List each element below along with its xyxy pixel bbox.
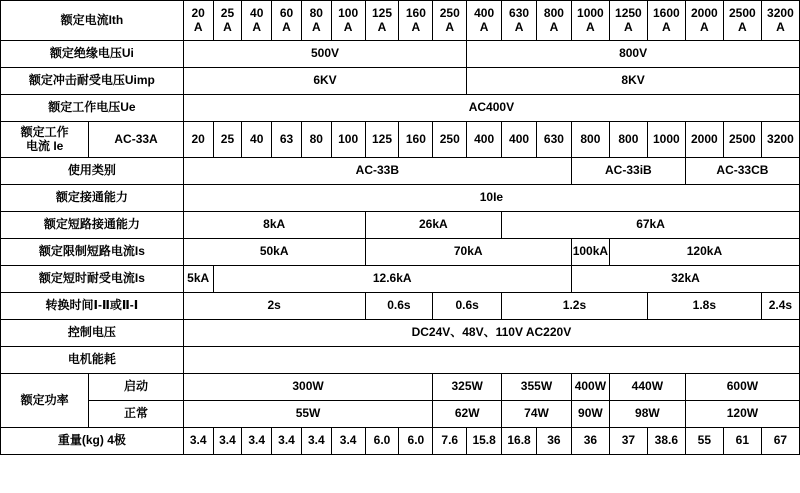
table-header-row bbox=[1, 1, 800, 41]
value-cell: 2s bbox=[183, 293, 365, 320]
value-cell: 8kA bbox=[183, 212, 365, 239]
current-col-15: 1600 A bbox=[647, 1, 685, 41]
weight-label: 重量(kg) 4极 bbox=[1, 428, 184, 455]
weight-value: 36 bbox=[536, 428, 571, 455]
table-row bbox=[1, 266, 800, 293]
value-cell: 62W bbox=[433, 401, 502, 428]
table-row bbox=[1, 239, 800, 266]
table-row bbox=[1, 401, 800, 428]
value-cell: 10Ie bbox=[183, 185, 799, 212]
value-cell: 355W bbox=[502, 374, 572, 401]
value-cell: 120W bbox=[685, 401, 799, 428]
value-cell: AC-33CB bbox=[685, 158, 799, 185]
value-cell: 63 bbox=[272, 122, 302, 158]
value-cell: 2.4s bbox=[761, 293, 799, 320]
table-row bbox=[1, 158, 800, 185]
table-row bbox=[1, 347, 800, 374]
value-cell: 80 bbox=[301, 122, 331, 158]
weight-value: 37 bbox=[609, 428, 647, 455]
value-cell: 3200 bbox=[761, 122, 799, 158]
current-col-2: 25 A bbox=[213, 1, 242, 41]
row-label: 额定冲击耐受电压Uimp bbox=[1, 68, 184, 95]
value-cell: 300W bbox=[183, 374, 433, 401]
current-col-16: 2000 A bbox=[685, 1, 723, 41]
value-cell: 400W bbox=[571, 374, 609, 401]
table-row bbox=[1, 428, 800, 455]
value-cell: 25 bbox=[213, 122, 242, 158]
weight-value: 16.8 bbox=[502, 428, 537, 455]
current-col-5: 80 A bbox=[301, 1, 331, 41]
table-row bbox=[1, 122, 800, 158]
value-cell: 90W bbox=[571, 401, 609, 428]
current-col-4: 60 A bbox=[272, 1, 302, 41]
current-col-10: 400 A bbox=[467, 1, 502, 41]
value-cell: 8KV bbox=[467, 68, 800, 95]
value-cell: 40 bbox=[242, 122, 272, 158]
weight-value: 38.6 bbox=[647, 428, 685, 455]
current-col-6: 100 A bbox=[331, 1, 365, 41]
value-cell: 250 bbox=[433, 122, 467, 158]
weight-value: 3.4 bbox=[331, 428, 365, 455]
value-cell: 600W bbox=[685, 374, 799, 401]
value-cell: 440W bbox=[609, 374, 685, 401]
current-col-12: 800 A bbox=[536, 1, 571, 41]
value-cell: 0.6s bbox=[365, 293, 433, 320]
value-cell: 800V bbox=[467, 41, 800, 68]
value-cell bbox=[183, 347, 799, 374]
weight-value: 55 bbox=[685, 428, 723, 455]
table-row bbox=[1, 212, 800, 239]
value-cell: 125 bbox=[365, 122, 399, 158]
row-label: 使用类别 bbox=[1, 158, 184, 185]
value-cell: 98W bbox=[609, 401, 685, 428]
power-label: 额定功率 bbox=[1, 374, 89, 428]
weight-value: 36 bbox=[571, 428, 609, 455]
value-cell: 2500 bbox=[723, 122, 761, 158]
table-body bbox=[1, 1, 800, 455]
header-rated-current-label: 额定电流Ith bbox=[1, 1, 184, 41]
value-cell: 0.6s bbox=[433, 293, 502, 320]
row-label: 转换时间Ⅰ-Ⅱ或Ⅱ-Ⅰ bbox=[1, 293, 184, 320]
value-cell: 800 bbox=[571, 122, 609, 158]
value-cell: 55W bbox=[183, 401, 433, 428]
value-cell: 325W bbox=[433, 374, 502, 401]
current-col-11: 630 A bbox=[502, 1, 537, 41]
weight-value: 6.0 bbox=[365, 428, 399, 455]
value-cell: AC-33iB bbox=[571, 158, 685, 185]
value-cell: 120kA bbox=[609, 239, 799, 266]
weight-value: 7.6 bbox=[433, 428, 467, 455]
value-cell: 67kA bbox=[502, 212, 800, 239]
value-cell: AC400V bbox=[183, 95, 799, 122]
value-cell: 2000 bbox=[685, 122, 723, 158]
value-cell: 12.6kA bbox=[213, 266, 571, 293]
value-cell: 20 bbox=[183, 122, 213, 158]
current-col-1: 20 A bbox=[183, 1, 213, 41]
value-cell: AC-33B bbox=[183, 158, 571, 185]
value-cell: 1.8s bbox=[647, 293, 761, 320]
row-label: 电机能耗 bbox=[1, 347, 184, 374]
row-label: 额定接通能力 bbox=[1, 185, 184, 212]
table-row bbox=[1, 68, 800, 95]
row-label: 额定短路接通能力 bbox=[1, 212, 184, 239]
value-cell: 400 bbox=[467, 122, 502, 158]
current-col-3: 40 A bbox=[242, 1, 272, 41]
value-cell: 32kA bbox=[571, 266, 799, 293]
table-row bbox=[1, 374, 800, 401]
value-cell: 160 bbox=[399, 122, 433, 158]
row-label: 额定限制短路电流Is bbox=[1, 239, 184, 266]
table-row bbox=[1, 95, 800, 122]
row-label: 额定绝缘电压Ui bbox=[1, 41, 184, 68]
value-cell: 500V bbox=[183, 41, 466, 68]
current-col-8: 160 A bbox=[399, 1, 433, 41]
current-col-13: 1000 A bbox=[571, 1, 609, 41]
table-row bbox=[1, 185, 800, 212]
value-cell: 100kA bbox=[571, 239, 609, 266]
current-col-18: 3200 A bbox=[761, 1, 799, 41]
value-cell: 1000 bbox=[647, 122, 685, 158]
weight-value: 3.4 bbox=[301, 428, 331, 455]
weight-value: 3.4 bbox=[183, 428, 213, 455]
weight-value: 3.4 bbox=[272, 428, 302, 455]
weight-value: 6.0 bbox=[399, 428, 433, 455]
weight-value: 67 bbox=[761, 428, 799, 455]
table-row bbox=[1, 320, 800, 347]
row-label: 额定短时耐受电流Is bbox=[1, 266, 184, 293]
value-cell: 400 bbox=[502, 122, 537, 158]
row-label: 额定工作电压Ue bbox=[1, 95, 184, 122]
value-cell: 50kA bbox=[183, 239, 365, 266]
weight-value: 61 bbox=[723, 428, 761, 455]
value-cell: 630 bbox=[536, 122, 571, 158]
row-label: 额定工作 电流 Ie bbox=[1, 122, 89, 158]
row-sublabel: AC-33A bbox=[89, 122, 183, 158]
row-label: 控制电压 bbox=[1, 320, 184, 347]
weight-value: 15.8 bbox=[467, 428, 502, 455]
current-col-14: 1250 A bbox=[609, 1, 647, 41]
weight-value: 3.4 bbox=[213, 428, 242, 455]
current-col-17: 2500 A bbox=[723, 1, 761, 41]
table-row bbox=[1, 293, 800, 320]
value-cell: 1.2s bbox=[502, 293, 648, 320]
value-cell: 5kA bbox=[183, 266, 213, 293]
current-col-7: 125 A bbox=[365, 1, 399, 41]
power-sublabel: 正常 bbox=[89, 401, 183, 428]
value-cell: 70kA bbox=[365, 239, 571, 266]
value-cell: 100 bbox=[331, 122, 365, 158]
value-cell: 800 bbox=[609, 122, 647, 158]
current-col-9: 250 A bbox=[433, 1, 467, 41]
value-cell: 6KV bbox=[183, 68, 466, 95]
power-sublabel: 启动 bbox=[89, 374, 183, 401]
value-cell: 26kA bbox=[365, 212, 502, 239]
value-cell: 74W bbox=[502, 401, 572, 428]
weight-value: 3.4 bbox=[242, 428, 272, 455]
table-row bbox=[1, 41, 800, 68]
value-cell: DC24V、48V、110V AC220V bbox=[183, 320, 799, 347]
